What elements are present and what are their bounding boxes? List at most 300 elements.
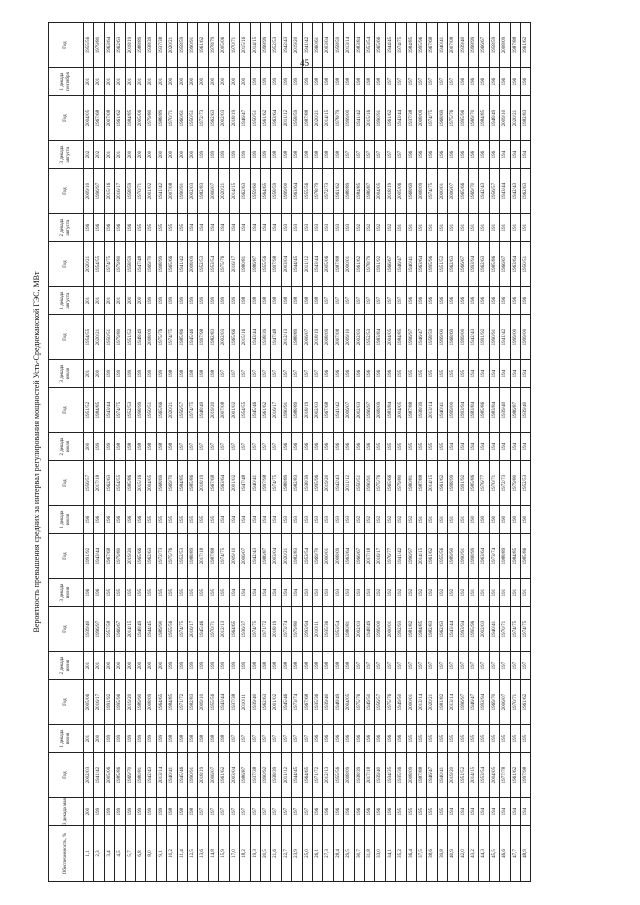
table-cell: 1970/71	[167, 96, 177, 141]
table-cell: 198	[271, 652, 281, 680]
page-number: 45	[300, 58, 309, 68]
table-cell: 1941/42	[302, 23, 312, 68]
table-cell: 1941/42	[177, 242, 187, 287]
table-cell: 1964/65	[260, 169, 270, 214]
table-cell: 1989/90	[448, 534, 458, 579]
table-cell: 201	[104, 141, 114, 169]
table-cell: 1962/63	[448, 242, 458, 287]
table-cell: 196	[375, 725, 385, 753]
table-cell: 199	[136, 360, 146, 388]
table-cell: 1972/73	[500, 461, 510, 506]
table-cell: 200	[188, 68, 198, 96]
table-cell: 2017/18	[198, 534, 208, 579]
table-cell: 2004/05	[146, 461, 156, 506]
table-cell: 198	[312, 652, 322, 680]
table-cell: 1969/70	[125, 753, 135, 798]
table-cell: 197	[364, 141, 374, 169]
table-cell: 1955/56	[260, 242, 270, 287]
table-cell: 1996/97	[94, 607, 104, 652]
table-cell: 1965/66	[167, 242, 177, 287]
table-cell: 37,5	[417, 826, 427, 882]
table-cell: 193	[323, 579, 333, 607]
table-cell: 194	[458, 433, 468, 461]
table-cell: 1962/63	[146, 534, 156, 579]
table-cell: 1955/56	[167, 607, 177, 652]
table-cell: 1938/39	[354, 753, 364, 798]
table-cell: 1948/49	[136, 315, 146, 360]
table-cell: 1986/87	[260, 534, 270, 579]
table-cell: 1998/99	[469, 23, 479, 68]
table-cell: 2005/06	[136, 96, 146, 141]
table-cell: 201	[84, 652, 94, 680]
table-cell: 1995/96	[312, 461, 322, 506]
column-header: Год	[49, 753, 84, 798]
table-cell: 2002/03	[84, 753, 94, 798]
table-cell: 1962/63	[208, 96, 218, 141]
table-cell: 1947/48	[240, 461, 250, 506]
column-header: 1 декада июля	[49, 506, 84, 534]
table-cell: 1985/86	[177, 315, 187, 360]
table-cell: 1964/65	[302, 753, 312, 798]
table-cell: 1956/57	[375, 680, 385, 725]
table-cell: 1954/55	[240, 388, 250, 433]
table-cell: 198	[323, 652, 333, 680]
table-cell: 196	[437, 287, 447, 315]
table-cell: 201	[94, 68, 104, 96]
table-cell: 196	[94, 214, 104, 242]
table-cell: 198	[115, 433, 125, 461]
table-cell: 196	[417, 141, 427, 169]
table-cell: 195	[156, 579, 166, 607]
table-cell: 12,5	[188, 826, 198, 882]
table-cell: 200	[146, 141, 156, 169]
table-row	[177, 23, 187, 882]
table-cell: 196	[364, 360, 374, 388]
table-row	[292, 23, 302, 882]
table-cell: 2013/14	[448, 680, 458, 725]
column-header: 3 декада мая	[49, 798, 84, 826]
column-header: 1 декада августа	[49, 287, 84, 315]
table-cell: 1942/43	[281, 23, 291, 68]
table-cell: 8,0	[146, 826, 156, 882]
table-cell: 1985/86	[188, 461, 198, 506]
table-cell: 195	[458, 725, 468, 753]
table-cell: 1941/42	[500, 315, 510, 360]
table-row	[240, 23, 250, 882]
table-cell: 1986/87	[364, 169, 374, 214]
table-cell: 193	[312, 214, 322, 242]
table-cell: 2010/11	[240, 680, 250, 725]
table-cell: 194	[271, 579, 281, 607]
table-cell: 2002/03	[188, 169, 198, 214]
table-cell: 191	[521, 579, 531, 607]
table-cell: 1999/00	[521, 315, 531, 360]
table-cell: 1991/92	[84, 534, 94, 579]
table-cell: 197	[385, 68, 395, 96]
table-cell: 2012/13	[281, 315, 291, 360]
table-cell: 195	[521, 725, 531, 753]
table-cell: 1954/55	[84, 315, 94, 360]
table-cell: 2014/15	[469, 753, 479, 798]
table-cell: 196	[344, 433, 354, 461]
table-cell: 1945/46	[188, 315, 198, 360]
table-cell: 200	[229, 68, 239, 96]
table-cell: 196	[84, 214, 94, 242]
table-cell: 194	[469, 798, 479, 826]
table-row	[354, 23, 364, 882]
table-cell: 197	[260, 798, 270, 826]
table-cell: 25,0	[302, 826, 312, 882]
table-cell: 1962/63	[115, 23, 125, 68]
table-cell: 1984/85	[406, 23, 416, 68]
table-cell: 1962/63	[479, 242, 489, 287]
table-cell: 198	[136, 433, 146, 461]
table-cell: 1958/59	[125, 242, 135, 287]
table-cell: 192	[354, 214, 364, 242]
table-cell: 1944/45	[292, 753, 302, 798]
table-cell: 1982/83	[521, 96, 531, 141]
table-cell: 2018/19	[312, 315, 322, 360]
table-cell: 194	[469, 360, 479, 388]
table-cell: 194	[448, 433, 458, 461]
table-cell: 43,2	[469, 826, 479, 882]
table-cell: 1979/80	[115, 315, 125, 360]
table-cell: 194	[500, 360, 510, 388]
table-cell: 1991/92	[375, 242, 385, 287]
table-cell: 1979/80	[510, 461, 520, 506]
table-cell: 197	[427, 652, 437, 680]
table-cell: 197	[354, 141, 364, 169]
table-cell: 197	[469, 652, 479, 680]
table-cell: 201	[136, 68, 146, 96]
table-cell: 28,4	[333, 826, 343, 882]
table-cell: 1968/69	[406, 169, 416, 214]
table-cell: 1939/40	[500, 388, 510, 433]
table-cell: 2004/05	[344, 680, 354, 725]
table-cell: 200	[156, 141, 166, 169]
table-cell: 193	[344, 579, 354, 607]
table-row	[208, 23, 218, 882]
table-cell: 197	[302, 725, 312, 753]
table-cell: 195	[406, 798, 416, 826]
table-cell: 1978/79	[208, 23, 218, 68]
table-cell: 1962/63	[240, 169, 250, 214]
table-cell: 1969/70	[489, 680, 499, 725]
table-row	[250, 23, 260, 882]
table-cell: 199	[156, 287, 166, 315]
table-cell: 197	[437, 652, 447, 680]
table-cell: 199	[156, 798, 166, 826]
table-cell: 1963/64	[479, 534, 489, 579]
table-cell: 193	[323, 506, 333, 534]
table-cell: 201	[94, 652, 104, 680]
table-cell: 198	[177, 360, 187, 388]
table-cell: 1993/94	[458, 607, 468, 652]
table-cell: 198	[323, 141, 333, 169]
table-cell: 198	[188, 798, 198, 826]
table-cell: 194	[292, 579, 302, 607]
table-cell: 1966/67	[479, 23, 489, 68]
table-cell: 2019/20	[323, 461, 333, 506]
table-cell: 192	[406, 506, 416, 534]
table-cell: 196	[427, 287, 437, 315]
table-cell: 1939/40	[521, 388, 531, 433]
table-cell: 199	[104, 725, 114, 753]
table-cell: 190	[479, 506, 489, 534]
table-cell: 39,8	[437, 826, 447, 882]
table-cell: 1954/55	[94, 242, 104, 287]
table-cell: 2015/16	[136, 461, 146, 506]
table-cell: 195	[385, 433, 395, 461]
table-cell: 199	[281, 68, 291, 96]
table-cell: 1989/90	[156, 607, 166, 652]
table-cell: 196	[84, 579, 94, 607]
table-cell: 198	[281, 141, 291, 169]
table-cell: 1955/56	[302, 169, 312, 214]
table-cell: 1953/54	[333, 607, 343, 652]
column-header: Год	[49, 315, 84, 360]
table-cell: 2012/13	[323, 753, 333, 798]
table-cell: 196	[125, 506, 135, 534]
table-cell: 191	[448, 214, 458, 242]
table-cell: 1974/75	[510, 607, 520, 652]
table-row	[375, 23, 385, 882]
table-cell: 2004/05	[375, 169, 385, 214]
table-cell: 196	[500, 68, 510, 96]
table-cell: 198	[208, 725, 218, 753]
table-cell: 191	[479, 579, 489, 607]
column-header: Год	[49, 96, 84, 141]
table-cell: 195	[156, 506, 166, 534]
table-cell: 2020/21	[84, 242, 94, 287]
table-cell: 2019/20	[125, 534, 135, 579]
table-cell: 196	[375, 360, 385, 388]
table-cell: 201	[84, 725, 94, 753]
table-cell: 1997/98	[260, 461, 270, 506]
table-cell: 196	[479, 68, 489, 96]
table-cell: 191	[479, 214, 489, 242]
table-cell: 193	[364, 579, 374, 607]
table-cell: 198	[177, 725, 187, 753]
table-cell: 1963/64	[417, 242, 427, 287]
table-cell: 2008/09	[500, 23, 510, 68]
table-row	[136, 23, 146, 882]
table-cell: 199	[115, 798, 125, 826]
table-cell: 1939/40	[323, 680, 333, 725]
table-cell: 199	[177, 287, 187, 315]
table-cell: 196	[354, 433, 364, 461]
table-cell: 2015/16	[240, 23, 250, 68]
table-cell: 199	[219, 287, 229, 315]
table-cell: 197	[292, 725, 302, 753]
table-cell: 1985/86	[489, 242, 499, 287]
table-cell: 2009/10	[229, 534, 239, 579]
table-cell: 1973/74	[489, 534, 499, 579]
table-cell: 1965/66	[136, 534, 146, 579]
table-cell: 1982/83	[292, 534, 302, 579]
table-cell: 1938/39	[260, 315, 270, 360]
page-title: Вероятность превышения средних за интервал регулирования мощностей Усть-Среднеканской ГЭС, МВт	[32, 271, 41, 633]
table-cell: 199	[125, 725, 135, 753]
table-cell: 193	[312, 579, 322, 607]
table-cell: 200	[177, 68, 187, 96]
table-cell: 199	[146, 725, 156, 753]
table-cell: 195	[469, 725, 479, 753]
table-cell: 1958/59	[333, 23, 343, 68]
table-cell: 198	[312, 68, 322, 96]
table-cell: 193	[333, 579, 343, 607]
table-cell: 199	[250, 68, 260, 96]
column-header: 3 декада июля	[49, 360, 84, 388]
table-cell: 194	[489, 798, 499, 826]
table-cell: 191	[417, 506, 427, 534]
table-cell: 1985/86	[479, 388, 489, 433]
table-cell: 197	[208, 798, 218, 826]
table-cell: 200	[208, 68, 218, 96]
table-cell: 1996/97	[406, 315, 416, 360]
table-cell: 194	[271, 506, 281, 534]
table-cell: 198	[146, 433, 156, 461]
table-cell: 1943/44	[448, 607, 458, 652]
table-cell: 194	[510, 360, 520, 388]
table-cell: 1946/47	[427, 753, 437, 798]
table-cell: 197	[281, 360, 291, 388]
table-cell: 1953/54	[479, 753, 489, 798]
table-cell: 195	[437, 360, 447, 388]
table-cell: 201	[115, 287, 125, 315]
table-cell: 197	[219, 360, 229, 388]
table-cell: 191	[427, 214, 437, 242]
table-cell: 194	[479, 360, 489, 388]
table-cell: 194	[188, 214, 198, 242]
table-cell: 194	[229, 579, 239, 607]
table-cell: 2020/21	[281, 534, 291, 579]
column-header: Год	[49, 388, 84, 433]
table-cell: 1998/99	[156, 242, 166, 287]
table-cell: 200	[115, 652, 125, 680]
column-header: 2 декада августа	[49, 214, 84, 242]
table-cell: 1990/91	[375, 96, 385, 141]
table-cell: 196	[323, 725, 333, 753]
table-cell: 192	[417, 579, 427, 607]
table-cell: 1995/96	[427, 242, 437, 287]
table-cell: 196	[136, 506, 146, 534]
column-header: Год	[49, 461, 84, 506]
table-cell: 1938/39	[271, 753, 281, 798]
table-cell: 197	[385, 652, 395, 680]
table-cell: 1948/49	[136, 607, 146, 652]
table-cell: 196	[427, 141, 437, 169]
table-cell: 198	[292, 652, 302, 680]
table-cell: 198	[208, 360, 218, 388]
table-cell: 40,9	[448, 826, 458, 882]
table-cell: 35,2	[396, 826, 406, 882]
table-row	[396, 23, 406, 882]
table-row	[188, 23, 198, 882]
table-cell: 1958/59	[271, 169, 281, 214]
table-cell: 196	[479, 287, 489, 315]
table-cell: 1972/73	[156, 534, 166, 579]
table-cell: 1962/63	[437, 607, 447, 652]
table-cell: 193	[312, 506, 322, 534]
table-cell: 1967/68	[94, 96, 104, 141]
table-cell: 21,6	[271, 826, 281, 882]
table-cell: 1995/96	[458, 96, 468, 141]
table-cell: 1982/83	[198, 169, 208, 214]
table-cell: 198	[344, 68, 354, 96]
table-cell: 1961/62	[260, 388, 270, 433]
table-cell: 195	[375, 433, 385, 461]
table-cell: 196	[364, 798, 374, 826]
table-cell: 197	[250, 433, 260, 461]
table-cell: 198	[167, 360, 177, 388]
table-cell: 2008/09	[146, 315, 156, 360]
table-cell: 196	[364, 433, 374, 461]
table-cell: 196	[115, 214, 125, 242]
table-cell: 199	[219, 141, 229, 169]
table-cell: 197	[458, 652, 468, 680]
table-cell: 1967/68	[302, 680, 312, 725]
table-row	[427, 23, 437, 882]
table-cell: 192	[375, 579, 385, 607]
table-cell: 2008/09	[188, 242, 198, 287]
table-cell: 1979/80	[115, 242, 125, 287]
table-cell: 198	[312, 287, 322, 315]
table-cell: 197	[396, 652, 406, 680]
table-cell: 200	[84, 798, 94, 826]
table-cell: 1980/81	[406, 461, 416, 506]
table-cell: 2009/10	[198, 680, 208, 725]
table-row	[281, 23, 291, 882]
table-cell: 197	[448, 68, 458, 96]
table-cell: 2013/14	[344, 23, 354, 68]
table-cell: 201	[84, 68, 94, 96]
rotated-page-content	[30, 22, 610, 882]
table-cell: 194	[521, 141, 531, 169]
table-cell: 1988/89	[292, 388, 302, 433]
table-cell: 2013/14	[156, 753, 166, 798]
table-cell: 197	[292, 798, 302, 826]
table-row	[323, 23, 333, 882]
table-cell: 11,4	[177, 826, 187, 882]
table-cell: 1990/91	[364, 461, 374, 506]
table-cell: 196	[385, 725, 395, 753]
table-cell: 200	[188, 141, 198, 169]
table-cell: 1974/75	[188, 388, 198, 433]
table-cell: 192	[427, 579, 437, 607]
table-cell: 1997/98	[198, 315, 208, 360]
table-cell: 1968/69	[437, 96, 447, 141]
table-cell: 29,5	[344, 826, 354, 882]
table-cell: 195	[406, 433, 416, 461]
column-header: 2 декада июня	[49, 652, 84, 680]
table-cell: 199	[104, 798, 114, 826]
table-cell: 195	[115, 579, 125, 607]
table-cell: 196	[84, 506, 94, 534]
table-cell: 1954/55	[115, 461, 125, 506]
table-cell: 196	[469, 68, 479, 96]
table-cell: 1974/75	[104, 242, 114, 287]
table-cell: 195	[406, 360, 416, 388]
table-cell: 1955/56	[84, 23, 94, 68]
table-cell: 197	[250, 725, 260, 753]
table-cell: 199	[94, 433, 104, 461]
table-cell: 200	[104, 652, 114, 680]
table-cell: 197	[281, 798, 291, 826]
table-cell: 191	[406, 214, 416, 242]
table-cell: 200	[84, 433, 94, 461]
table-cell: 199	[260, 68, 270, 96]
